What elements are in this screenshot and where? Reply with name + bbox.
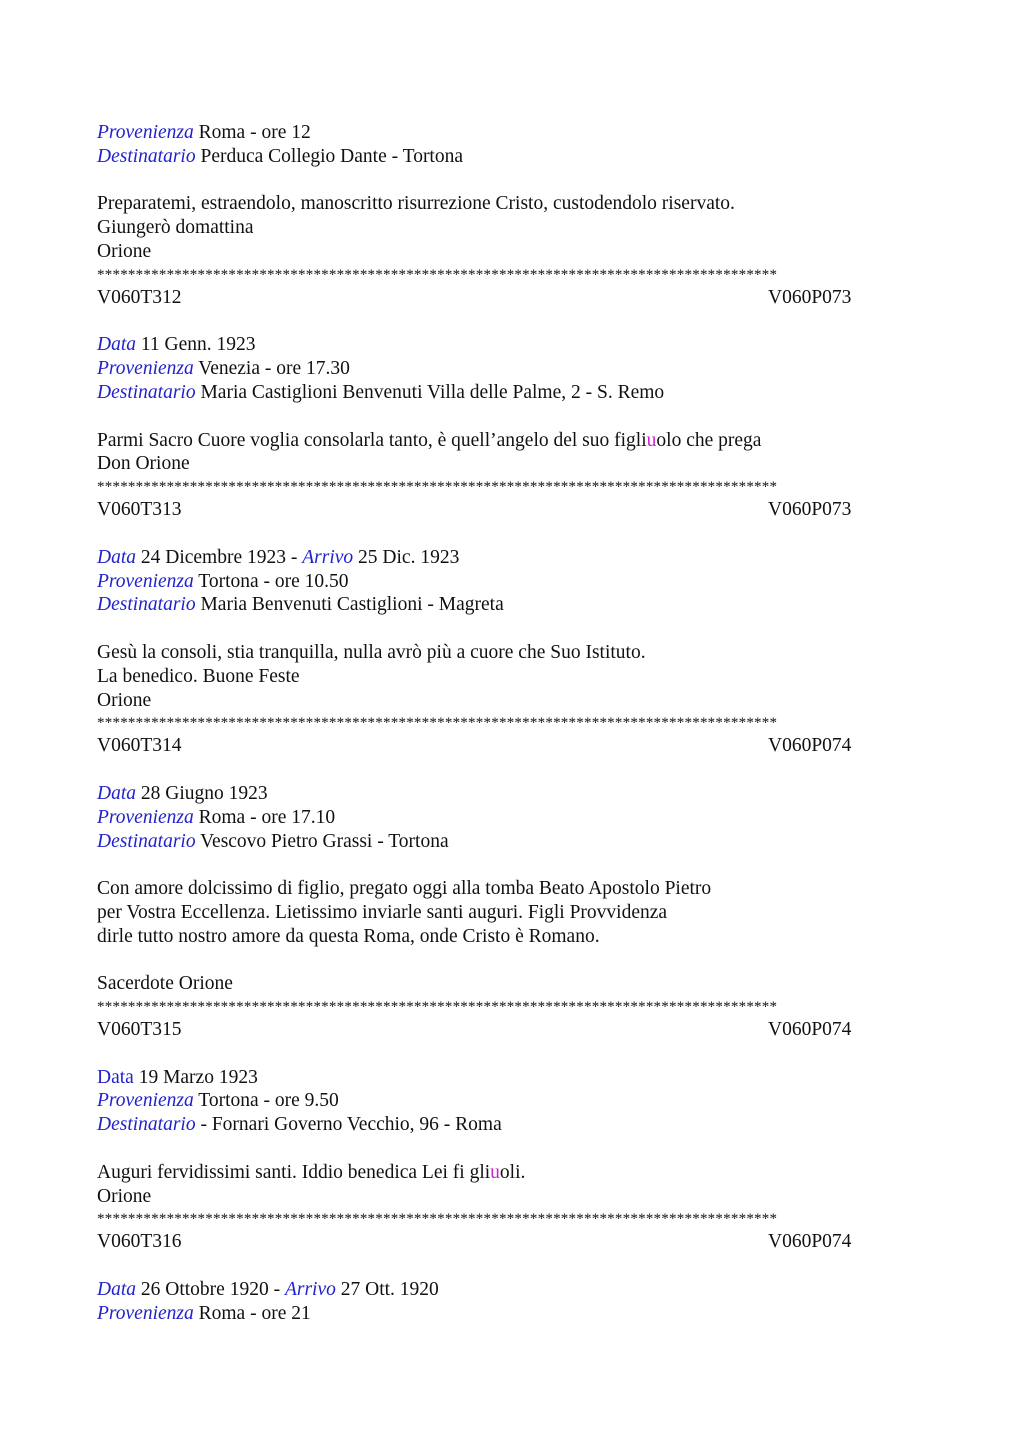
destinatario-label: Destinatario <box>97 830 196 852</box>
signature-line: Orione <box>97 240 152 262</box>
provenienza-line <box>97 357 927 381</box>
data-value: 19 Marzo 1923 <box>133 1066 258 1088</box>
destinatario-value: Maria Benvenuti Castiglioni - Magreta <box>195 594 504 616</box>
page-code: V060P073 <box>768 286 852 308</box>
message-line: per Vostra Eccellenza. Lietissimo inviarle santi auguri. Figli Provvidenza <box>97 901 668 923</box>
separator-stars: **************************************************************************************** <box>97 479 778 496</box>
message-text: Auguri fervidissimi santi. Iddio benedica Lei fi gli <box>97 1161 491 1183</box>
spacer <box>97 522 927 546</box>
spacer <box>97 310 927 334</box>
destinatario-label: Destinatario <box>97 145 196 167</box>
record-codes <box>97 498 927 522</box>
separator-stars: **************************************************************************************** <box>97 1211 778 1228</box>
signature-line: Orione <box>97 1185 152 1207</box>
separator-stars: **************************************************************************************** <box>97 266 778 283</box>
provenienza-value: Tortona - ore 10.50 <box>193 570 349 592</box>
document-page <box>97 121 927 1326</box>
data-line <box>97 1278 927 1302</box>
page-code: V060P074 <box>768 1231 852 1253</box>
data-label: Data <box>97 1066 134 1088</box>
destinatario-line <box>97 1113 927 1137</box>
record-codes <box>97 1018 927 1042</box>
data-label: Data <box>97 546 136 568</box>
destinatario-label: Destinatario <box>97 594 196 616</box>
spacer <box>97 758 927 782</box>
spacer <box>97 1137 927 1161</box>
data-line <box>97 782 927 806</box>
destinatario-label: Destinatario <box>97 1114 196 1136</box>
highlighted-letter: u <box>490 1161 500 1183</box>
data-label: Data <box>97 782 136 804</box>
arrivo-value: 27 Ott. 1920 <box>335 1279 439 1301</box>
spacer <box>97 617 927 641</box>
data-value: 26 Ottobre 1920 - <box>136 1279 285 1301</box>
record-code: V060T316 <box>97 1231 182 1253</box>
spacer <box>97 853 927 877</box>
provenienza-value: Roma - ore 12 <box>193 122 311 143</box>
message-line: La benedico. Buone Feste <box>97 665 300 687</box>
separator-stars: **************************************************************************************** <box>97 999 778 1016</box>
record-code: V060T312 <box>97 286 182 308</box>
message-text: oli. <box>499 1161 526 1183</box>
data-line <box>97 546 927 570</box>
message-line <box>97 1161 927 1185</box>
signature-line: Sacerdote Orione <box>97 973 233 995</box>
provenienza-value: Venezia - ore 17.30 <box>193 358 350 380</box>
provenienza-label: Provenienza <box>97 570 194 592</box>
provenienza-line <box>97 121 927 145</box>
provenienza-line <box>97 570 927 594</box>
record-code: V060T314 <box>97 735 182 757</box>
page-code: V060P074 <box>768 735 852 757</box>
arrivo-label: Arrivo <box>284 1279 336 1301</box>
highlighted-letter: u <box>646 429 657 451</box>
record-code: V060T315 <box>97 1019 182 1041</box>
message-line: dirle tutto nostro amore da questa Roma, onde Cristo è Romano. <box>97 925 600 947</box>
message-line: Gesù la consoli, stia tranquilla, nulla avrò più a cuore che Suo Istituto. <box>97 641 646 663</box>
page-code: V060P073 <box>768 499 852 521</box>
spacer <box>97 405 927 429</box>
provenienza-value: Roma - ore 17.10 <box>193 806 336 828</box>
record-codes <box>97 286 927 310</box>
provenienza-label: Provenienza <box>97 1090 194 1112</box>
data-value: 11 Genn. 1923 <box>136 334 256 356</box>
data-line <box>97 1066 927 1090</box>
spacer <box>97 1042 927 1066</box>
data-label: Data <box>97 334 136 356</box>
provenienza-label: Provenienza <box>97 122 194 143</box>
data-value: 24 Dicembre 1923 - <box>136 546 303 568</box>
data-line <box>97 333 927 357</box>
spacer <box>97 1254 927 1278</box>
record-code: V060T313 <box>97 499 182 521</box>
message-line <box>97 429 927 453</box>
message-line: Giungerò domattina <box>97 217 254 239</box>
provenienza-label: Provenienza <box>97 358 194 380</box>
record-codes <box>97 734 927 758</box>
spacer <box>97 169 927 193</box>
data-label: Data <box>97 1279 136 1301</box>
message-line: Con amore dolcissimo di figlio, pregato oggi alla tomba Beato Apostolo Pietro <box>97 878 712 900</box>
spacer <box>97 949 927 973</box>
message-line: Preparatemi, estraendolo, manoscritto risurrezione Cristo, custodendolo riservato. <box>97 193 735 215</box>
provenienza-line <box>97 1302 927 1326</box>
provenienza-line <box>97 1089 927 1113</box>
destinatario-line <box>97 381 927 405</box>
record-codes <box>97 1230 927 1254</box>
destinatario-value: Perduca Collegio Dante - Tortona <box>195 145 464 167</box>
provenienza-value: Tortona - ore 9.50 <box>193 1090 339 1112</box>
signature-line: Don Orione <box>97 453 190 475</box>
message-text: Parmi Sacro Cuore voglia consolarla tanto, è quell’angelo del suo figli <box>97 429 647 451</box>
destinatario-line <box>97 830 927 854</box>
destinatario-line <box>97 145 927 169</box>
signature-line: Orione <box>97 689 152 711</box>
message-text: olo che prega <box>656 429 762 451</box>
destinatario-value: Maria Castiglioni Benvenuti Villa delle Palme, 2 - S. Remo <box>195 381 665 403</box>
provenienza-label: Provenienza <box>97 1302 194 1324</box>
separator-stars: **************************************************************************************** <box>97 715 778 732</box>
destinatario-line <box>97 593 927 617</box>
destinatario-value: - Fornari Governo Vecchio, 96 - Roma <box>195 1114 502 1136</box>
data-value: 28 Giugno 1923 <box>136 782 268 804</box>
arrivo-label: Arrivo <box>302 546 354 568</box>
page-code: V060P074 <box>768 1019 852 1041</box>
destinatario-value: Vescovo Pietro Grassi - Tortona <box>195 830 449 852</box>
destinatario-label: Destinatario <box>97 381 196 403</box>
arrivo-value: 25 Dic. 1923 <box>353 546 460 568</box>
provenienza-line <box>97 806 927 830</box>
provenienza-label: Provenienza <box>97 806 194 828</box>
provenienza-value: Roma - ore 21 <box>193 1302 311 1324</box>
